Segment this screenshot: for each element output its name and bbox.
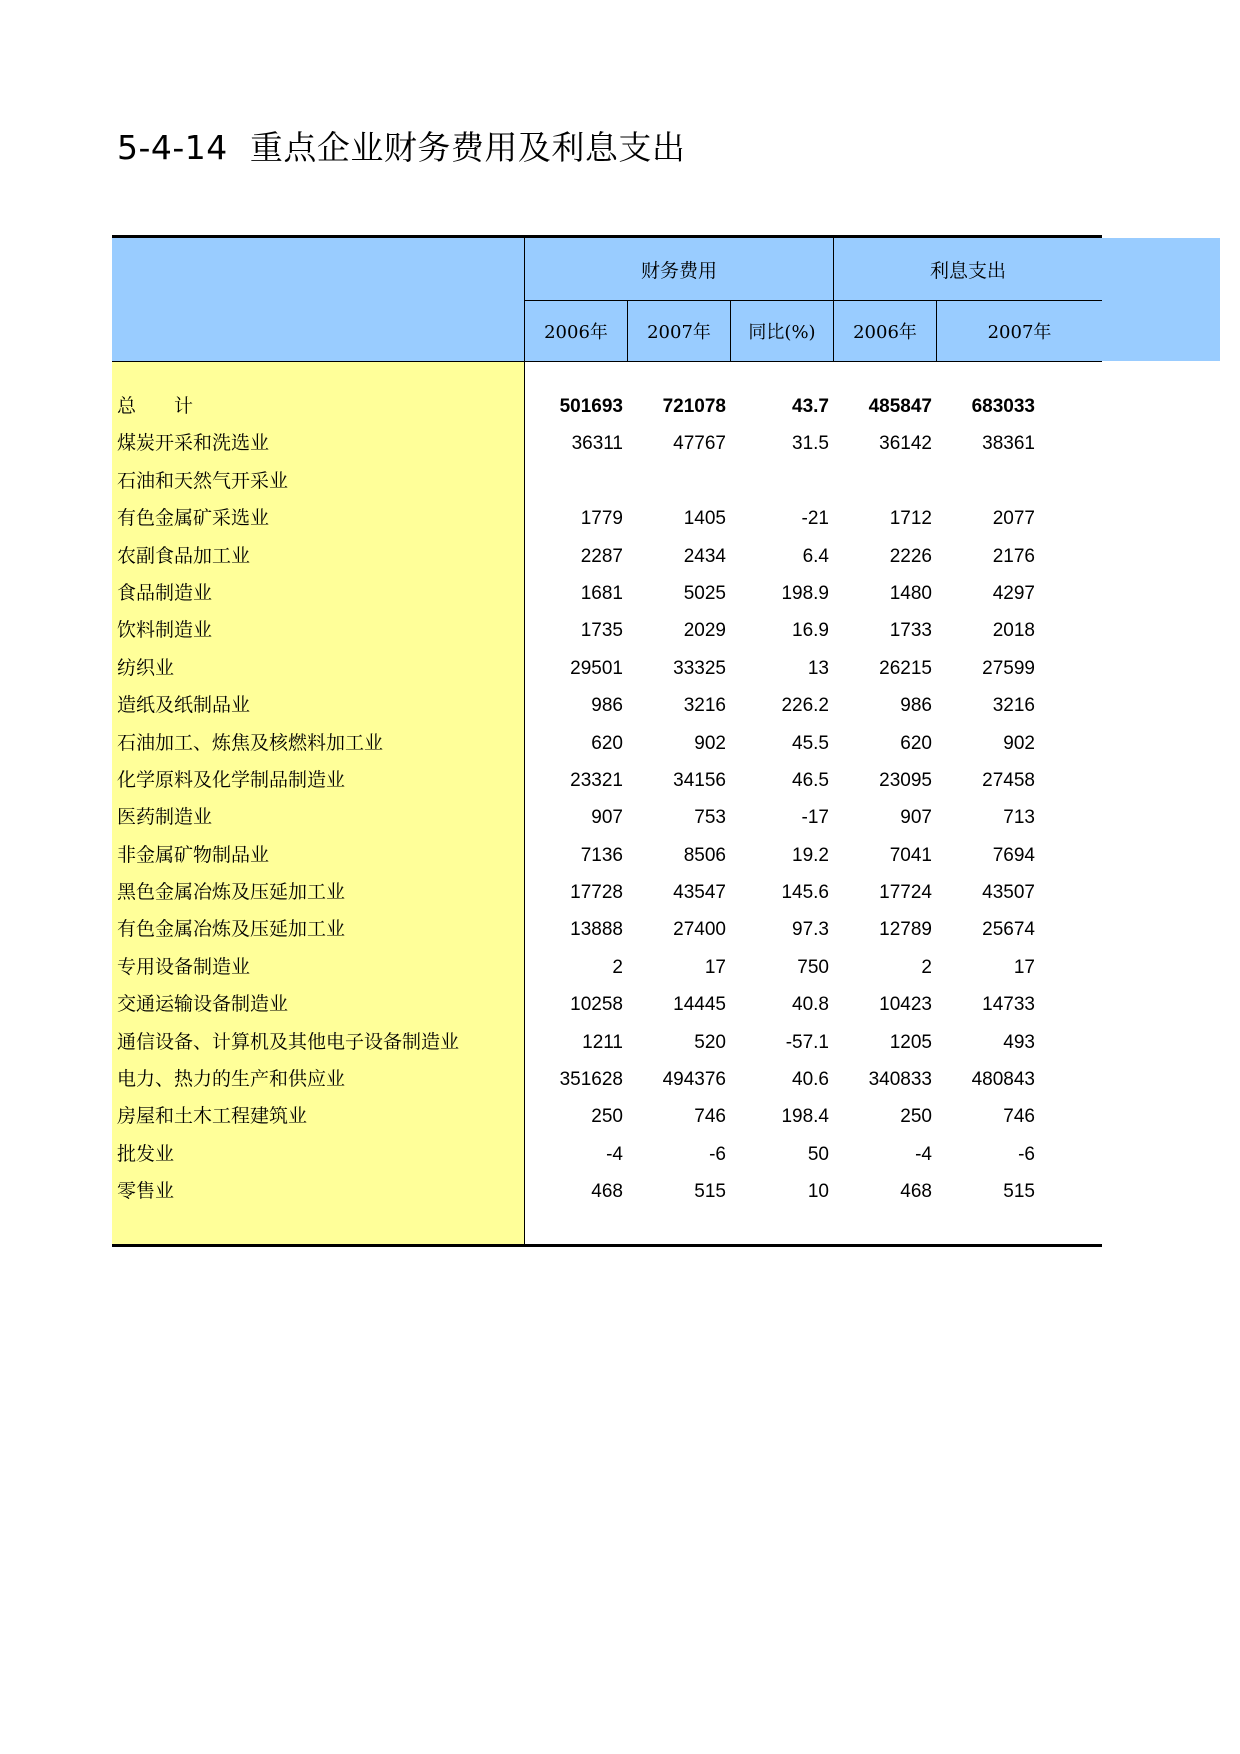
cell-interest-2007: 713 bbox=[1003, 807, 1035, 829]
table-row bbox=[112, 538, 1102, 575]
table-row bbox=[112, 425, 1102, 462]
row-label: 石油和天然气开采业 bbox=[117, 469, 289, 492]
cell-interest-2006: -4 bbox=[915, 1143, 932, 1165]
cell-finance-2006: 468 bbox=[591, 1181, 623, 1203]
cell-finance-2007: 17 bbox=[704, 956, 726, 978]
row-label: 零售业 bbox=[117, 1180, 175, 1203]
row-label: 煤炭开采和洗选业 bbox=[117, 432, 270, 455]
table-row bbox=[112, 911, 1102, 948]
cell-finance-2006: 23321 bbox=[570, 769, 623, 791]
cell-finance-2007: 2434 bbox=[683, 545, 726, 567]
cell-interest-2007: 902 bbox=[1003, 732, 1035, 754]
cell-finance-yoy: 226.2 bbox=[781, 695, 829, 717]
cell-interest-2007: 683033 bbox=[971, 396, 1035, 417]
row-label: 批发业 bbox=[117, 1142, 175, 1165]
cell-finance-2007: 5025 bbox=[683, 582, 726, 604]
cell-finance-2006: 10258 bbox=[570, 994, 623, 1016]
cell-interest-2006: 1480 bbox=[889, 582, 932, 604]
table-number: 5-4-14 bbox=[117, 128, 228, 167]
table-row bbox=[112, 1061, 1102, 1098]
table-row bbox=[112, 725, 1102, 762]
table-row bbox=[112, 837, 1102, 874]
cell-finance-yoy: -17 bbox=[801, 807, 829, 829]
cell-finance-2006: 17728 bbox=[570, 882, 623, 904]
cell-finance-yoy: 10 bbox=[807, 1181, 829, 1203]
cell-interest-2007: 38361 bbox=[982, 433, 1035, 455]
cell-interest-2006: 1712 bbox=[889, 508, 932, 530]
cell-finance-2007: 515 bbox=[694, 1181, 726, 1203]
header-label-cell bbox=[112, 238, 525, 361]
cell-interest-2006: 250 bbox=[900, 1106, 932, 1128]
cell-finance-2006: 2 bbox=[612, 956, 623, 978]
row-label: 非金属矿物制品业 bbox=[117, 843, 270, 866]
cell-interest-2007: 27458 bbox=[982, 769, 1035, 791]
cell-finance-2007: 34156 bbox=[673, 769, 726, 791]
cell-interest-2007: 17 bbox=[1013, 956, 1035, 978]
cell-finance-yoy: 750 bbox=[797, 956, 829, 978]
cell-finance-2006: 2287 bbox=[580, 545, 623, 567]
cell-finance-yoy: 6.4 bbox=[802, 545, 829, 567]
row-label: 黑色金属冶炼及压延加工业 bbox=[117, 881, 346, 904]
cell-finance-yoy bbox=[731, 463, 829, 500]
cell-finance-2006: 36311 bbox=[571, 433, 623, 455]
cell-interest-2006: 2 bbox=[921, 956, 932, 978]
cell-interest-2007: 746 bbox=[1003, 1106, 1035, 1128]
cell-interest-2007: 27599 bbox=[982, 657, 1035, 679]
row-label: 房屋和土木工程建筑业 bbox=[117, 1105, 308, 1128]
cell-finance-yoy: 31.5 bbox=[792, 433, 829, 455]
cell-interest-2007: -6 bbox=[1018, 1143, 1035, 1165]
cell-finance-2006: -4 bbox=[606, 1143, 623, 1165]
cell-interest-2007: 480843 bbox=[971, 1069, 1035, 1091]
cell-finance-2006: 13888 bbox=[570, 919, 623, 941]
cell-interest-2006: 10423 bbox=[879, 994, 932, 1016]
cell-interest-2007: 2176 bbox=[992, 545, 1035, 567]
table-row bbox=[112, 799, 1102, 836]
row-label: 纺织业 bbox=[117, 656, 175, 679]
row-label: 化学原料及化学制品制造业 bbox=[117, 768, 346, 791]
row-label: 专用设备制造业 bbox=[117, 955, 251, 978]
table-row bbox=[112, 500, 1102, 537]
table-body bbox=[112, 388, 1102, 1211]
cell-finance-2007: 14445 bbox=[673, 994, 726, 1016]
cell-finance-yoy: 145.6 bbox=[781, 882, 829, 904]
cell-interest-2006: 468 bbox=[900, 1181, 932, 1203]
cell-interest-2007: 3216 bbox=[992, 695, 1035, 717]
cell-finance-yoy: 43.7 bbox=[792, 396, 829, 417]
cell-interest-2007: 25674 bbox=[982, 919, 1035, 941]
cell-finance-2007: 33325 bbox=[673, 657, 726, 679]
cell-finance-yoy: 198.4 bbox=[781, 1106, 829, 1128]
cell-finance-2007: 746 bbox=[694, 1106, 726, 1128]
table-row bbox=[112, 388, 1102, 425]
cell-finance-2006: 986 bbox=[591, 695, 623, 717]
cell-finance-2006: 1211 bbox=[582, 1031, 623, 1053]
cell-interest-2006: 485847 bbox=[868, 396, 932, 417]
cell-finance-2006: 620 bbox=[591, 732, 623, 754]
table-row bbox=[112, 612, 1102, 649]
cell-interest-2006: 907 bbox=[900, 807, 932, 829]
table-title: 重点企业财务费用及利息支出 bbox=[249, 128, 686, 167]
cell-interest-2007: 515 bbox=[1003, 1181, 1035, 1203]
cell-finance-2007: 721078 bbox=[662, 396, 726, 417]
cell-interest-2006: 7041 bbox=[889, 844, 932, 866]
cell-interest-2006: 620 bbox=[900, 732, 932, 754]
cell-finance-2006: 1681 bbox=[580, 582, 623, 604]
header-sub-interest-2007: 2007年 bbox=[987, 322, 1052, 343]
row-label: 电力、热力的生产和供应业 bbox=[117, 1068, 346, 1091]
row-label: 有色金属矿采选业 bbox=[117, 507, 270, 530]
cell-finance-2007: 43547 bbox=[673, 882, 726, 904]
row-label: 石油加工、炼焦及核燃料加工业 bbox=[117, 731, 384, 754]
row-label: 通信设备、计算机及其他电子设备制造业 bbox=[117, 1030, 460, 1053]
cell-finance-2007: 8506 bbox=[683, 844, 726, 866]
header-sub-finance-2007: 2007年 bbox=[628, 301, 731, 361]
cell-interest-2007: 493 bbox=[1003, 1031, 1035, 1053]
cell-finance-2006: 7136 bbox=[580, 844, 623, 866]
cell-interest-2007: 14733 bbox=[982, 994, 1035, 1016]
cell-interest-2007 bbox=[937, 463, 1035, 500]
cell-finance-yoy: 40.8 bbox=[792, 994, 829, 1016]
cell-interest-2006: 340833 bbox=[868, 1069, 932, 1091]
cell-finance-2007: 494376 bbox=[662, 1069, 726, 1091]
cell-finance-2007: 753 bbox=[694, 807, 726, 829]
table-header bbox=[112, 238, 1220, 361]
cell-interest-2006 bbox=[834, 463, 932, 500]
row-label: 医药制造业 bbox=[117, 806, 213, 829]
table-row bbox=[112, 762, 1102, 799]
cell-finance-2006 bbox=[525, 463, 623, 500]
cell-finance-2007: -6 bbox=[709, 1143, 726, 1165]
cell-interest-2006: 36142 bbox=[879, 433, 932, 455]
cell-finance-yoy: 13 bbox=[807, 657, 829, 679]
cell-finance-2007: 47767 bbox=[673, 433, 726, 455]
cell-interest-2007: 4297 bbox=[992, 582, 1035, 604]
cell-interest-2007: 43507 bbox=[982, 882, 1035, 904]
table-row bbox=[112, 1098, 1102, 1135]
table-row bbox=[112, 1024, 1102, 1061]
cell-interest-2006: 12789 bbox=[879, 919, 932, 941]
cell-interest-2007: 2018 bbox=[992, 620, 1035, 642]
header-sub-finance-2006: 2006年 bbox=[525, 301, 628, 361]
row-label: 农副食品加工业 bbox=[117, 544, 251, 567]
row-label: 有色金属冶炼及压延加工业 bbox=[117, 918, 346, 941]
cell-finance-yoy: 46.5 bbox=[792, 769, 829, 791]
row-label: 交通运输设备制造业 bbox=[117, 993, 289, 1016]
cell-finance-2006: 351628 bbox=[559, 1069, 623, 1091]
table-row bbox=[112, 650, 1102, 687]
table-row bbox=[112, 575, 1102, 612]
row-label: 食品制造业 bbox=[117, 581, 213, 604]
cell-interest-2006: 1733 bbox=[889, 620, 932, 642]
cell-finance-yoy: -21 bbox=[801, 508, 829, 530]
cell-finance-yoy: 16.9 bbox=[792, 620, 829, 642]
cell-finance-2006: 1779 bbox=[580, 508, 623, 530]
cell-interest-2006: 1205 bbox=[889, 1031, 932, 1053]
page-title bbox=[117, 122, 685, 169]
table-row bbox=[112, 463, 1102, 500]
cell-interest-2007: 2077 bbox=[992, 508, 1035, 530]
header-sub-interest-2006: 2006年 bbox=[834, 301, 937, 361]
cell-finance-yoy: 19.2 bbox=[792, 844, 829, 866]
cell-finance-yoy: 198.9 bbox=[781, 582, 829, 604]
table-row bbox=[112, 986, 1102, 1023]
table-bottom-rule bbox=[112, 1244, 1102, 1247]
header-group-interest: 利息支出 bbox=[834, 238, 1102, 301]
cell-finance-2006: 907 bbox=[591, 807, 623, 829]
cell-finance-2006: 29501 bbox=[570, 657, 623, 679]
table-row bbox=[112, 874, 1102, 911]
row-label: 饮料制造业 bbox=[117, 619, 213, 642]
cell-finance-2007: 3216 bbox=[683, 695, 726, 717]
table-row bbox=[112, 949, 1102, 986]
table-row bbox=[112, 687, 1102, 724]
row-label: 造纸及纸制品业 bbox=[117, 694, 251, 717]
header-group-finance: 财务费用 bbox=[525, 238, 834, 301]
table-row bbox=[112, 1136, 1102, 1173]
table-row bbox=[112, 1173, 1102, 1210]
row-label: 总 计 bbox=[117, 395, 194, 417]
cell-finance-2006: 250 bbox=[591, 1106, 623, 1128]
cell-finance-yoy: 50 bbox=[807, 1143, 829, 1165]
cell-finance-2007: 1405 bbox=[683, 508, 726, 530]
cell-finance-2006: 501693 bbox=[559, 396, 623, 417]
cell-finance-yoy: 97.3 bbox=[792, 919, 829, 941]
cell-finance-2007: 27400 bbox=[673, 919, 726, 941]
header-sub-finance-yoy: 同比(%) bbox=[731, 301, 834, 361]
cell-interest-2007: 7694 bbox=[992, 844, 1035, 866]
cell-interest-2006: 26215 bbox=[879, 657, 932, 679]
cell-finance-yoy: -57.1 bbox=[785, 1031, 829, 1053]
cell-interest-2006: 986 bbox=[900, 695, 932, 717]
cell-interest-2006: 23095 bbox=[879, 769, 932, 791]
cell-finance-yoy: 40.6 bbox=[792, 1069, 829, 1091]
cell-finance-2006: 1735 bbox=[580, 620, 623, 642]
cell-finance-2007: 520 bbox=[694, 1031, 726, 1053]
cell-finance-2007: 2029 bbox=[683, 620, 726, 642]
cell-interest-2006: 2226 bbox=[889, 545, 932, 567]
cell-interest-2006: 17724 bbox=[879, 882, 932, 904]
cell-finance-2007: 902 bbox=[694, 732, 726, 754]
cell-finance-2007 bbox=[628, 463, 726, 500]
cell-finance-yoy: 45.5 bbox=[792, 732, 829, 754]
